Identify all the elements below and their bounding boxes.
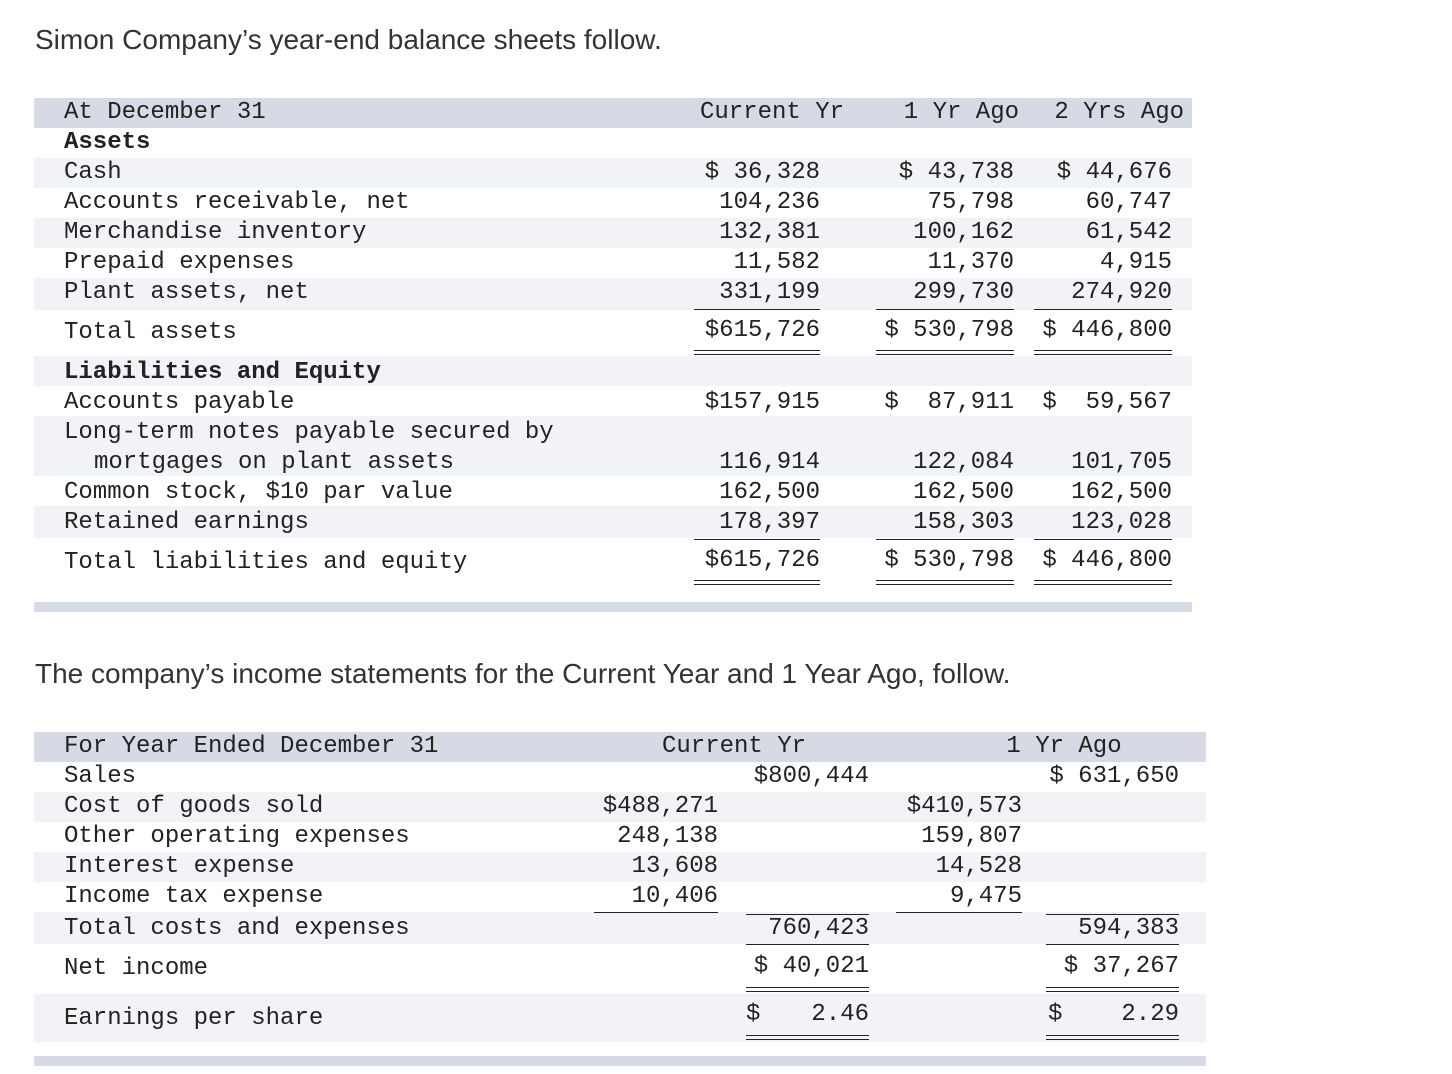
assets-heading: Assets: [64, 129, 151, 156]
subtotal-rule: [694, 309, 820, 310]
subtotal-rule: [876, 309, 1014, 310]
subtotal-rule: [1034, 539, 1172, 540]
total-double-rule: [1034, 350, 1172, 355]
balance-sheet-table: At December 31 Current Yr 1 Yr Ago 2 Yrs Ago Assets Cash $ 36,328 $ 43,738 $ 44,676 Accounts receivable, net 104,236 75,798 60,747 Merchandise inventory 132,381 100,162 61,542 Prepaid expenses 11,582 11,370 4,915 Plant assets, net 331,199 299,730 274,920 Total assets $615,726 $ 530,798 $ 446,800 Liabilities and Equity Accounts payable $157,915 $ 87,911 $ 59,567 Long-term notes payable secured by mortgages on plant assets 116,914 122,084 101,705 Common stock, $10 par value 162,500 162,500 162,500 Retained earnings 178,397 158,303 123,028 Total liabilities and equity $615,726 $ 530,798 $ 446,800: [34, 98, 1192, 612]
balance-sheet-intro: Simon Company’s year-end balance sheets follow.: [35, 24, 662, 55]
subtotal-rule: [694, 539, 820, 540]
subtotal-rule: [1034, 309, 1172, 310]
footer-bar: [34, 602, 1192, 612]
total-double-rule: [746, 1035, 869, 1040]
subtotal-rule: [876, 539, 1014, 540]
header-label: For Year Ended December 31: [64, 733, 439, 760]
total-double-rule: [876, 350, 1014, 355]
income-statement-table: For Year Ended December 31 Current Yr 1 Yr Ago Sales $800,444 $ 631,650 Cost of goods sold $488,271 $410,573 Other operating expenses 248,138 159,807 Interest expense 13,608 14,528 Income tax expense 10,406 9,475 Total costs and expenses 760,423 594,383 Net income $ 40,021 $ 37,267 Earnings per share $ 2.46 $ 2.29: [34, 732, 1206, 1066]
col-current-yr: Current Yr: [661, 733, 807, 760]
subtotal-rule: [594, 912, 718, 913]
footer-bar: [34, 1056, 1206, 1066]
subtotal-rule: [746, 914, 869, 915]
col-2-yrs-ago: 2 Yrs Ago: [1054, 99, 1184, 126]
subtotal-rule: [1046, 914, 1179, 915]
total-double-rule: [1046, 987, 1179, 992]
total-double-rule: [746, 987, 869, 992]
subtotal-rule: [1046, 944, 1179, 945]
col-1-yr-ago: 1 Yr Ago: [1006, 733, 1122, 760]
total-double-rule: [694, 580, 820, 585]
col-current-yr: Current Yr: [699, 99, 844, 126]
total-double-rule: [876, 580, 1014, 585]
subtotal-rule: [746, 944, 869, 945]
total-double-rule: [1034, 580, 1172, 585]
income-statement-intro: The company’s income statements for the Current Year and 1 Year Ago, follow.: [35, 658, 1011, 689]
header-label: At December 31: [64, 99, 266, 126]
total-double-rule: [694, 350, 820, 355]
total-double-rule: [1046, 1035, 1179, 1040]
liabilities-heading: Liabilities and Equity: [64, 359, 381, 386]
subtotal-rule: [896, 912, 1022, 913]
col-1-yr-ago: 1 Yr Ago: [903, 99, 1019, 126]
